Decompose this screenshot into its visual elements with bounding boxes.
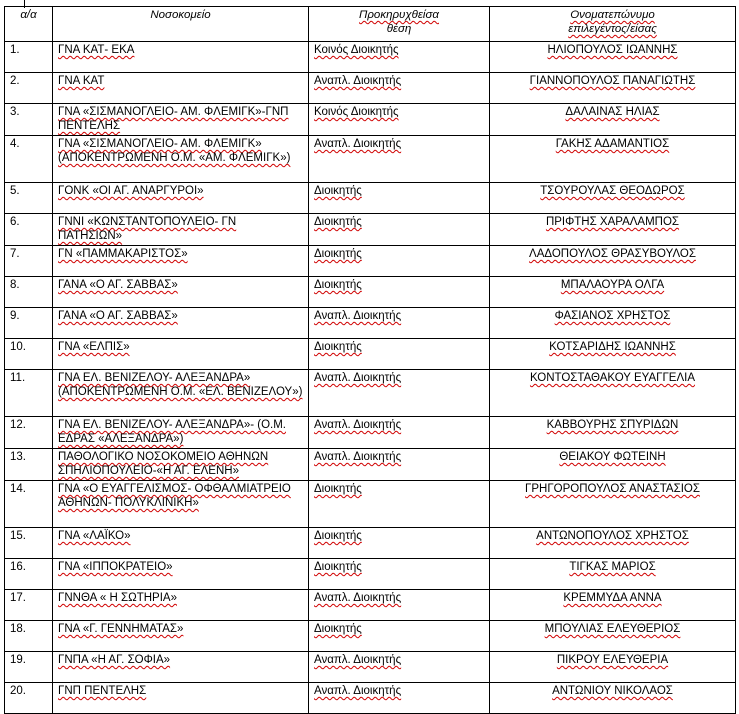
name-cell	[490, 590, 736, 621]
position-cell-text: Διοικητής	[314, 341, 362, 353]
hospital-cell	[53, 246, 309, 277]
position-cell	[309, 246, 490, 277]
hospital-cell-text: ΓΟΝΚ «ΟΙ ΑΓ. ΑΝΑΡΓΥΡΟΙ»	[58, 185, 204, 197]
name-cell-text: ΜΠΑΛΑΟΥΡΑ ΟΛΓΑ	[560, 279, 665, 291]
position-cell	[309, 621, 490, 652]
row-number-text: 18.	[10, 623, 26, 635]
row-number	[5, 277, 53, 308]
name-cell	[490, 246, 736, 277]
hospital-cell	[53, 449, 309, 481]
table-row	[5, 559, 736, 590]
hospital-cell-text: ΓΝ «ΠΑΜΜΑΚΑΡΙΣΤΟΣ»	[58, 248, 188, 260]
hospital-cell	[53, 277, 309, 308]
hospital-cell-text: ΓΝΑ «ΣΙΣΜΑΝΟΓΛΕΙΟ- ΑΜ. ΦΛΕΜΙΓΚ» (ΑΠΟΚΕΝΤΡΩΜΕΝΗ Ο.Μ. «ΑΜ. ΦΛΕΜΙΓΚ»)	[58, 138, 291, 164]
name-cell-text: ΓΙΑΝΝΟΠΟΥΛΟΣ ΠΑΝΑΓΙΩΤΗΣ	[529, 75, 696, 87]
name-cell-text: ΚΡΕΜΜΥΔΑ ΑΝΝΑ	[563, 592, 662, 604]
hospital-cell	[53, 559, 309, 590]
hospital-cell	[53, 481, 309, 528]
table-row	[5, 590, 736, 621]
position-cell	[309, 590, 490, 621]
header-name: Ονοματεπώνυμο επιλεγέντος/είσας	[490, 7, 736, 42]
position-cell	[309, 417, 490, 449]
hospital-cell-text: ΠΑΘΟΛΟΓΙΚΟ ΝΟΣΟΚΟΜΕΙΟ ΑΘΗΝΩΝ ΣΠΗΛΙΟΠΟΥΛΕΙΟ-«Η ΑΓ. ΕΛΕΝΗ»	[58, 451, 269, 477]
position-cell-text: Διοικητής	[314, 530, 362, 542]
hospital-cell	[53, 183, 309, 214]
name-cell	[490, 370, 736, 417]
position-cell-text: Κοινός Διοικητής	[314, 106, 399, 118]
name-cell-text: ΓΡΗΓΟΡΟΠΟΥΛΟΣ ΑΝΑΣΤΑΣΙΟΣ	[525, 483, 700, 495]
row-number-text: 14.	[10, 483, 26, 495]
position-cell-text: Διοικητής	[314, 279, 362, 291]
position-cell	[309, 277, 490, 308]
table-row	[5, 417, 736, 449]
hospital-cell	[53, 73, 309, 104]
row-number-text: 8.	[10, 279, 20, 291]
position-cell-text: Διοικητής	[314, 216, 362, 228]
row-number-text: 13.	[10, 451, 26, 463]
table-header-row	[5, 7, 736, 42]
row-number	[5, 481, 53, 528]
position-cell	[309, 652, 490, 683]
row-number	[5, 339, 53, 370]
hospital-cell-text: ΓΝΑ «ΙΠΠΟΚΡΑΤΕΙΟ»	[58, 561, 173, 573]
name-cell	[490, 481, 736, 528]
table-row	[5, 214, 736, 246]
row-number	[5, 528, 53, 559]
row-number-text: 17.	[10, 592, 26, 604]
position-cell	[309, 214, 490, 246]
position-cell	[309, 183, 490, 214]
table-row	[5, 370, 736, 417]
table-row	[5, 183, 736, 214]
hospital-cell	[53, 214, 309, 246]
hospital-cell	[53, 683, 309, 714]
table-row	[5, 652, 736, 683]
hospital-cell	[53, 417, 309, 449]
position-cell	[309, 104, 490, 136]
position-cell	[309, 528, 490, 559]
name-cell	[490, 136, 736, 183]
row-number-text: 2.	[10, 75, 20, 87]
row-number	[5, 73, 53, 104]
name-cell	[490, 449, 736, 481]
position-cell	[309, 42, 490, 73]
hospital-cell-text: ΓΝΑ ΕΛ. ΒΕΝΙΖΕΛΟΥ- ΑΛΕΞΑΝΔΡΑ»- (Ο.Μ. ΕΔΡΑΣ «ΑΛΕΞΑΝΔΡΑ»)	[58, 419, 286, 445]
row-number-text: 4.	[10, 138, 20, 150]
name-cell-text: ΔΑΛΑΙΝΑΣ ΗΛΙΑΣ	[565, 106, 660, 118]
position-cell-text: Αναπλ. Διοικητής	[314, 419, 402, 431]
row-number-text: 11.	[10, 372, 26, 384]
hospital-cell	[53, 621, 309, 652]
position-cell-text: Αναπλ. Διοικητής	[314, 310, 402, 322]
hospital-cell-text: ΓΝΑ «ΣΙΣΜΑΝΟΓΛΕΙΟ- ΑΜ. ΦΛΕΜΙΓΚ»-ΓΝΠ ΠΕΝΤΕΛΗΣ	[58, 106, 289, 132]
row-number-text: 6.	[10, 216, 20, 228]
name-cell-text: ΠΡΙΦΤΗΣ ΧΑΡΑΛΑΜΠΟΣ	[545, 216, 680, 228]
table-row	[5, 277, 736, 308]
table-row	[5, 73, 736, 104]
row-number-text: 7.	[10, 248, 20, 260]
name-cell	[490, 308, 736, 339]
table-row	[5, 246, 736, 277]
name-cell	[490, 42, 736, 73]
hospital-cell-text: ΓΑΝΑ «Ο ΑΓ. ΣΑΒΒΑΣ»	[58, 279, 178, 291]
row-number	[5, 449, 53, 481]
position-cell-text: Διοικητής	[314, 483, 362, 495]
row-number	[5, 683, 53, 714]
name-cell	[490, 652, 736, 683]
hospital-cell	[53, 42, 309, 73]
row-number	[5, 370, 53, 417]
hospital-cell-text: ΓΝΝΘΑ « Η ΣΩΤΗΡΙΑ»	[58, 592, 177, 604]
position-cell-text: Διοικητής	[314, 185, 362, 197]
name-cell-text: ΚΟΝΤΟΣΤΑΘΑΚΟΥ ΕΥΑΓΓΕΛΙΑ	[529, 372, 696, 384]
row-number-text: 20.	[10, 685, 26, 697]
hospital-cell	[53, 136, 309, 183]
row-number	[5, 246, 53, 277]
hospital-cell-text: ΓΝΝΙ «ΚΩΝΣΤΑΝΤΟΠΟΥΛΕΙΟ- ΓΝ ΠΑΤΗΣΙΩΝ»	[58, 216, 237, 242]
name-cell	[490, 339, 736, 370]
row-number	[5, 621, 53, 652]
name-cell	[490, 214, 736, 246]
name-cell	[490, 621, 736, 652]
name-cell-text: ΑΝΤΩΝΟΠΟΥΛΟΣ ΧΡΗΣΤΟΣ	[536, 530, 689, 542]
table-row	[5, 449, 736, 481]
position-cell	[309, 481, 490, 528]
row-number-text: 5.	[10, 185, 20, 197]
table-row	[5, 104, 736, 136]
position-cell-text: Αναπλ. Διοικητής	[314, 372, 402, 384]
name-cell	[490, 277, 736, 308]
hospital-cell-text: ΓΝΑ «Γ. ΓΕΝΝΗΜΑΤΑΣ»	[58, 623, 184, 635]
header-position: Προκηρυχθείσα θέση	[309, 7, 490, 42]
row-number	[5, 136, 53, 183]
hospital-cell	[53, 528, 309, 559]
position-cell-text: Αναπλ. Διοικητής	[314, 451, 402, 463]
hospital-cell-text: ΓΝΑ «Ο ΕΥΑΓΓΕΛΙΣΜΟΣ- ΟΦΘΑΛΜΙΑΤΡΕΙΟ ΑΘΗΝΩΝ- ΠΟΛΥΚΛΙΝΙΚΗ»	[58, 483, 291, 509]
hospital-cell	[53, 339, 309, 370]
row-number-text: 19.	[10, 654, 26, 666]
name-cell	[490, 528, 736, 559]
row-number-text: 15.	[10, 530, 26, 542]
hospital-cell-text: ΓΝΑ ΕΛ. ΒΕΝΙΖΕΛΟΥ- ΑΛΕΞΑΝΔΡΑ» (ΑΠΟΚΕΝΤΡΩΜΕΝΗ Ο.Μ. «ΕΛ. ΒΕΝΙΖΕΛΟΥ»)	[58, 372, 303, 398]
appointments-table	[4, 6, 736, 714]
name-cell-text: ΑΝΤΩΝΙΟΥ ΝΙΚΟΛΑΟΣ	[552, 685, 673, 697]
row-number	[5, 652, 53, 683]
name-cell-text: ΚΟΤΣΑΡΙΔΗΣ ΙΩΑΝΝΗΣ	[549, 341, 676, 353]
position-cell	[309, 73, 490, 104]
position-cell	[309, 136, 490, 183]
table-row	[5, 621, 736, 652]
row-number	[5, 183, 53, 214]
position-cell-text: Αναπλ. Διοικητής	[314, 685, 402, 697]
hospital-cell-text: ΓΑΝΑ «Ο ΑΓ. ΣΑΒΒΑΣ»	[58, 310, 178, 322]
name-cell-text: ΤΙΓΚΑΣ ΜΑΡΙΟΣ	[569, 561, 656, 573]
hospital-cell-text: ΓΝΑ «ΕΛΠΙΣ»	[58, 341, 130, 353]
name-cell-text: ΘΕΙΑΚΟΥ ΦΩΤΕΙΝΗ	[559, 451, 666, 463]
position-cell-text: Αναπλ. Διοικητής	[314, 592, 402, 604]
hospital-cell	[53, 308, 309, 339]
name-cell-text: ΗΛΙΟΠΟΥΛΟΣ ΙΩΑΝΝΗΣ	[547, 44, 678, 56]
hospital-cell	[53, 590, 309, 621]
row-number-text: 10.	[10, 341, 26, 353]
row-number-text: 1.	[10, 44, 20, 56]
table-row	[5, 528, 736, 559]
hospital-cell	[53, 370, 309, 417]
position-cell-text: Διοικητής	[314, 623, 362, 635]
name-cell-text: ΛΑΔΟΠΟΥΛΟΣ ΘΡΑΣΥΒΟΥΛΟΣ	[529, 248, 696, 260]
hospital-cell	[53, 104, 309, 136]
name-cell	[490, 559, 736, 590]
position-cell	[309, 683, 490, 714]
table-row	[5, 339, 736, 370]
row-number	[5, 308, 53, 339]
name-cell	[490, 183, 736, 214]
row-number	[5, 590, 53, 621]
hospital-cell-text: ΓΝΑ ΚΑΤ- ΕΚΑ	[58, 44, 135, 56]
table-row	[5, 308, 736, 339]
row-number-text: 9.	[10, 310, 20, 322]
position-cell	[309, 370, 490, 417]
position-cell	[309, 559, 490, 590]
position-cell	[309, 339, 490, 370]
position-cell-text: Αναπλ. Διοικητής	[314, 138, 402, 150]
position-cell-text: Διοικητής	[314, 561, 362, 573]
row-number	[5, 214, 53, 246]
hospital-cell-text: ΓΝΑ «ΛΑΪΚΟ»	[58, 530, 131, 542]
position-cell-text: Κοινός Διοικητής	[314, 44, 399, 56]
table-row	[5, 42, 736, 73]
name-cell-text: ΚΑΒΒΟΥΡΗΣ ΣΠΥΡΙΔΩΝ	[546, 419, 679, 431]
name-cell	[490, 73, 736, 104]
row-number-text: 12.	[10, 419, 26, 431]
hospital-cell-text: ΓΝΑ ΚΑΤ	[58, 75, 105, 87]
name-cell	[490, 683, 736, 714]
hospital-cell-text: ΓΝΠΑ «Η ΑΓ. ΣΟΦΙΑ»	[58, 654, 171, 666]
name-cell-text: ΤΣΟΥΡΟΥΛΑΣ ΘΕΟΔΩΡΟΣ	[540, 185, 685, 197]
row-number	[5, 559, 53, 590]
name-cell	[490, 104, 736, 136]
position-cell-text: Αναπλ. Διοικητής	[314, 654, 402, 666]
position-cell-text: Διοικητής	[314, 248, 362, 260]
hospital-cell	[53, 652, 309, 683]
position-cell	[309, 308, 490, 339]
table-row	[5, 683, 736, 714]
header-hospital: Νοσοκομείο	[53, 7, 309, 42]
row-number	[5, 42, 53, 73]
position-cell	[309, 449, 490, 481]
hospital-cell-text: ΓΝΠ ΠΕΝΤΕΛΗΣ	[58, 685, 147, 697]
name-cell-text: ΓΑΚΗΣ ΑΔΑΜΑΝΤΙΟΣ	[555, 138, 670, 150]
table-row	[5, 481, 736, 528]
table-row	[5, 136, 736, 183]
name-cell-text: ΠΙΚΡΟΥ ΕΛΕΥΘΕΡΙΑ	[556, 654, 669, 666]
row-number-text: 16.	[10, 561, 26, 573]
header-num: α/α	[5, 7, 53, 42]
name-cell-text: ΦΑΣΙΑΝΟΣ ΧΡΗΣΤΟΣ	[554, 310, 671, 322]
name-cell-text: ΜΠΟΥΛΙΑΣ ΕΛΕΥΘΕΡΙΟΣ	[544, 623, 681, 635]
row-number	[5, 417, 53, 449]
position-cell-text: Αναπλ. Διοικητής	[314, 75, 402, 87]
name-cell	[490, 417, 736, 449]
row-number	[5, 104, 53, 136]
row-number-text: 3.	[10, 106, 20, 118]
